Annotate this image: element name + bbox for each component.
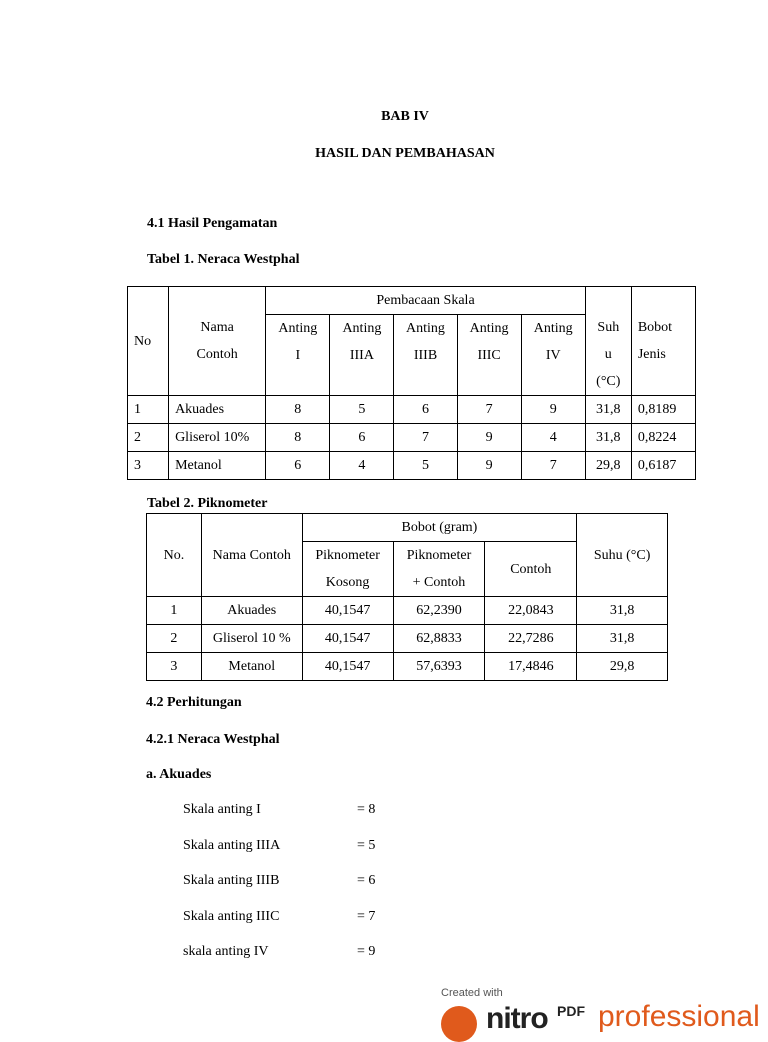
table1-caption: Tabel 1. Neraca Westphal [147,252,300,267]
watermark-nitro: nitro [486,1002,548,1035]
watermark-created-with: Created with [441,987,503,999]
header-anting-iiib: Anting IIIB [394,315,457,396]
header-no: No. [147,514,202,597]
header-anting-iiic: Anting IIIC [457,315,521,396]
header-pembacaan-skala: Pembacaan Skala [266,287,586,315]
table2-caption: Tabel 2. Piknometer [147,496,268,511]
header-bobot-jenis [631,287,695,396]
header-piknometer-contoh: Piknometer + Contoh [393,542,485,597]
header-nama-contoh: Nama Contoh [201,514,302,597]
header-nama-contoh [169,287,266,396]
header-suhu-line1: Suh [597,320,620,335]
header-suhu: Suhu (°C) [577,514,668,597]
table-neraca-westphal [127,286,696,480]
calc-row-anting-iiia: Skala anting IIIA = 5 [183,838,376,853]
table-row: 2 Gliserol 10 % 40,1547 62,8833 22,7286 31,8 [147,625,668,653]
nitro-logo-icon [441,1006,477,1042]
header-suhu-line3: (°C) [596,374,621,389]
chapter-title: HASIL DAN PEMBAHASAN [315,146,495,161]
table-row: 2 Gliserol 10% 8 6 7 9 4 31,8 0,8224 [128,424,696,452]
calc-row-anting-iv: skala anting IV = 9 [183,944,376,959]
header-anting-iiia: Anting IIIA [330,315,394,396]
header-nama-line1: Nama [200,320,234,335]
subsection-akuades: a. Akuades [146,767,212,782]
header-bobot-line1: Bobot [637,320,673,335]
header-anting-iv: Anting IV [521,315,585,396]
header-no: No [128,287,169,396]
table-row: 3 Metanol 40,1547 57,6393 17,4846 29,8 [147,653,668,681]
header-bobot-gram: Bobot (gram) [302,514,577,542]
section-heading-4-2-1: 4.2.1 Neraca Westphal [146,732,280,747]
table-piknometer [146,513,668,681]
header-bobot-line2: Jenis [637,347,666,362]
calc-row-anting-iiic: Skala anting IIIC = 7 [183,909,376,924]
section-heading-4-1: 4.1 Hasil Pengamatan [147,216,278,231]
header-suhu [585,287,631,396]
header-contoh: Contoh [485,542,577,597]
table-row: 1 Akuades 8 5 6 7 9 31,8 0,8189 [128,396,696,424]
table-row: 3 Metanol 6 4 5 9 7 29,8 0,6187 [128,452,696,480]
chapter-heading: BAB IV [381,109,429,124]
watermark-professional: professional [598,1000,760,1033]
calc-row-anting-i: Skala anting I = 8 [183,802,376,817]
header-suhu-line2: u [604,347,612,362]
header-nama-line2: Contoh [196,347,238,362]
header-piknometer-kosong: Piknometer Kosong [302,542,393,597]
section-heading-4-2: 4.2 Perhitungan [146,695,242,710]
header-anting-i: Anting I [266,315,330,396]
table-row: 1 Akuades 40,1547 62,2390 22,0843 31,8 [147,597,668,625]
watermark-pdf: PDF [557,1003,585,1019]
calc-row-anting-iiib: Skala anting IIIB = 6 [183,873,376,888]
